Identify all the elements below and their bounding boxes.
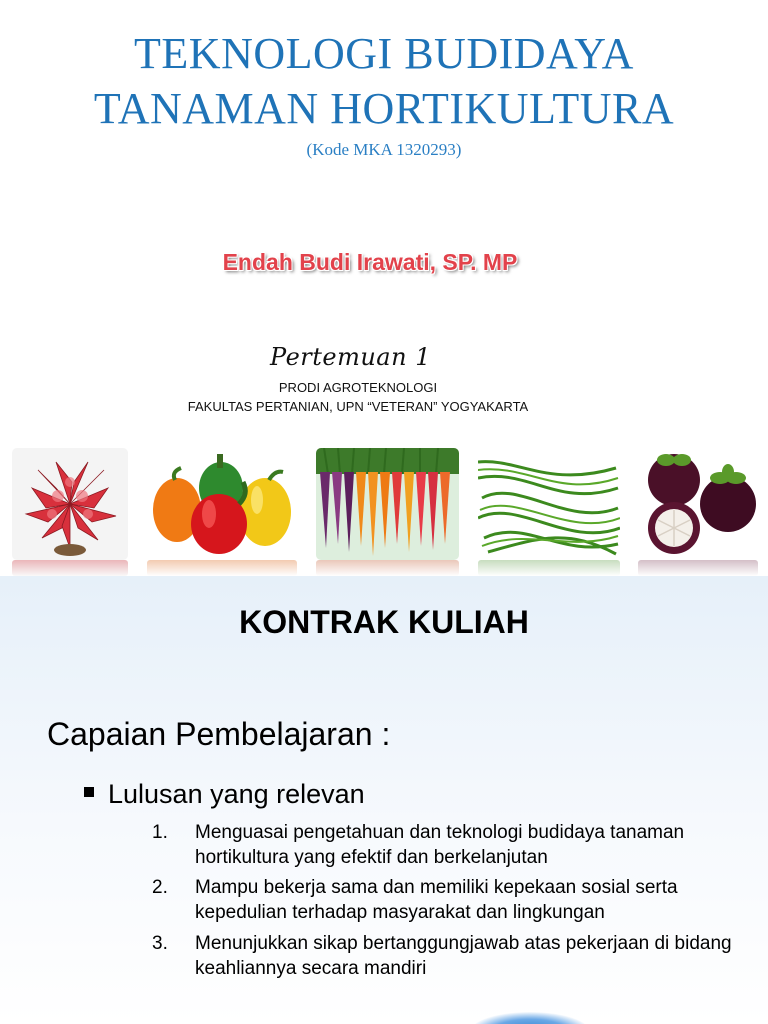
bullet-item (84, 779, 365, 810)
outcome-number: 3. (152, 933, 168, 954)
faculty-name: FAKULTAS PERTANIAN, UPN “VETERAN” YOGYAKARTA (187, 399, 529, 414)
outcome-text: Menguasai pengetahuan dan teknologi budidaya tanaman hortikultura yang efektif dan berkelanjutan (195, 822, 685, 868)
mangosteen-icon (638, 448, 758, 560)
long-beans-icon (478, 448, 620, 560)
outcome-number: 1. (152, 822, 168, 843)
course-code: (Kode MKA 1320293) (306, 140, 462, 159)
title-line-1: TEKNOLOGI BUDIDAYA (134, 29, 634, 78)
square-bullet-icon (84, 787, 94, 797)
decorative-blue-shape (470, 1012, 590, 1024)
contract-slide (0, 576, 768, 1024)
red-plant-icon (12, 448, 128, 560)
slide-heading: KONTRAK KULIAH (239, 604, 529, 640)
bullet-text: Lulusan yang relevan (108, 779, 365, 809)
program-name: PRODI AGROTEKNOLOGI (278, 380, 438, 395)
bell-peppers-icon (147, 448, 297, 560)
photo-strip (0, 448, 768, 576)
carrots-icon (316, 448, 459, 560)
outcome-text: Menunjukkan sikap bertanggungjawab atas pekerjaan di bidang keahliannya secara mandiri (195, 933, 732, 979)
title-line-2: TANAMAN HORTIKULTURA (93, 84, 675, 133)
outcome-text: Mampu bekerja sama dan memiliki kepekaan sosial serta kepedulian terhadap masyarakat dan lingkungan (195, 877, 678, 923)
outcome-number: 2. (152, 877, 168, 898)
learning-outcomes-label: Capaian Pembelajaran : (47, 716, 391, 752)
meeting-label: Pertemuan 1 (270, 343, 431, 371)
author-name: Endah Budi Irawati, SP. MP (222, 249, 518, 275)
